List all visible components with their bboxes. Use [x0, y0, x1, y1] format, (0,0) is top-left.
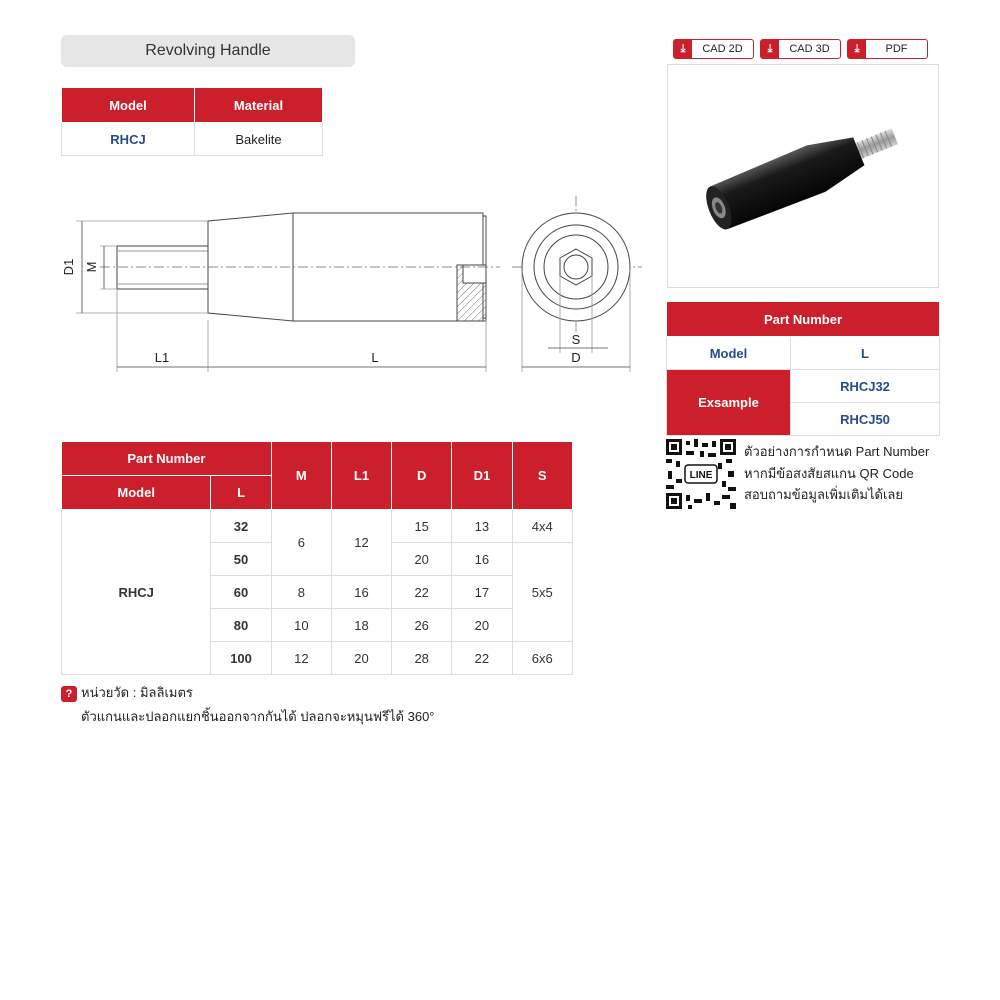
- label-s: S: [571, 332, 581, 347]
- notes: [61, 681, 435, 729]
- spec-table: [61, 441, 573, 675]
- col-l: L: [791, 337, 940, 370]
- label-m: M: [84, 261, 99, 273]
- col-d1: D1: [452, 442, 512, 510]
- table-row: 50 20 16 5x5: [62, 543, 573, 576]
- model-cell: RHCJ: [62, 510, 211, 675]
- product-photo: [667, 64, 939, 288]
- col-model: Model: [62, 88, 195, 123]
- col-part-number: Part Number: [62, 442, 272, 476]
- qr-instructions: ตัวอย่างการกำหนด Part Number หากมีข้อสงสัยสแกน QR Code สอบถามข้อมูลเพิ่มเติมได้เลย: [744, 444, 930, 502]
- col-l1: L1: [331, 442, 391, 510]
- example-item: RHCJ50: [791, 403, 940, 436]
- material-table: [61, 87, 323, 156]
- example-item: RHCJ32: [791, 370, 940, 403]
- label-d1: D1: [61, 258, 76, 276]
- unit-note: หน่วยวัด : มิลลิเมตร: [81, 685, 193, 700]
- table-row: 100 12 20 28 22 6x6: [62, 642, 573, 675]
- col-model: Model: [62, 476, 211, 510]
- download-cad3d-button[interactable]: ⤓ CAD 3D: [760, 39, 841, 59]
- label-l1: L1: [154, 350, 170, 365]
- col-s: S: [512, 442, 572, 510]
- detail-note: ตัวแกนและปลอกแยกชิ้นออกจากกันได้ ปลอกจะหมุนฟรีได้ 360°: [81, 709, 435, 724]
- material-value: Bakelite: [195, 123, 323, 156]
- technical-drawing: [60, 195, 650, 375]
- line-qr-code[interactable]: [666, 439, 736, 509]
- part-number-heading: Part Number: [667, 302, 940, 337]
- col-d: D: [392, 442, 452, 510]
- question-icon: ?: [61, 686, 77, 702]
- label-d: D: [571, 350, 581, 365]
- download-cad2d-button[interactable]: ⤓ CAD 2D: [673, 39, 754, 59]
- download-icon: ⤓: [674, 40, 692, 58]
- example-label: Exsample: [667, 370, 791, 436]
- col-l: L: [211, 476, 271, 510]
- part-number-example-table: [666, 301, 940, 436]
- model-value: RHCJ: [62, 123, 195, 156]
- qr-label: LINE: [689, 470, 713, 481]
- table-row: RHCJ 32 6 12 15 13 4x4: [62, 510, 573, 543]
- col-m: M: [271, 442, 331, 510]
- col-model: Model: [667, 337, 791, 370]
- table-row: 80 10 18 26 20: [62, 609, 573, 642]
- col-material: Material: [195, 88, 323, 123]
- download-icon: ⤓: [761, 40, 779, 58]
- end-view: [522, 213, 630, 321]
- label-l: L: [371, 350, 379, 365]
- download-pdf-button[interactable]: ⤓ PDF: [847, 39, 928, 59]
- thread-stud: [117, 246, 208, 289]
- download-icon: ⤓: [848, 40, 866, 58]
- page-title: Revolving Handle: [61, 35, 355, 67]
- table-row: 60 8 16 22 17: [62, 576, 573, 609]
